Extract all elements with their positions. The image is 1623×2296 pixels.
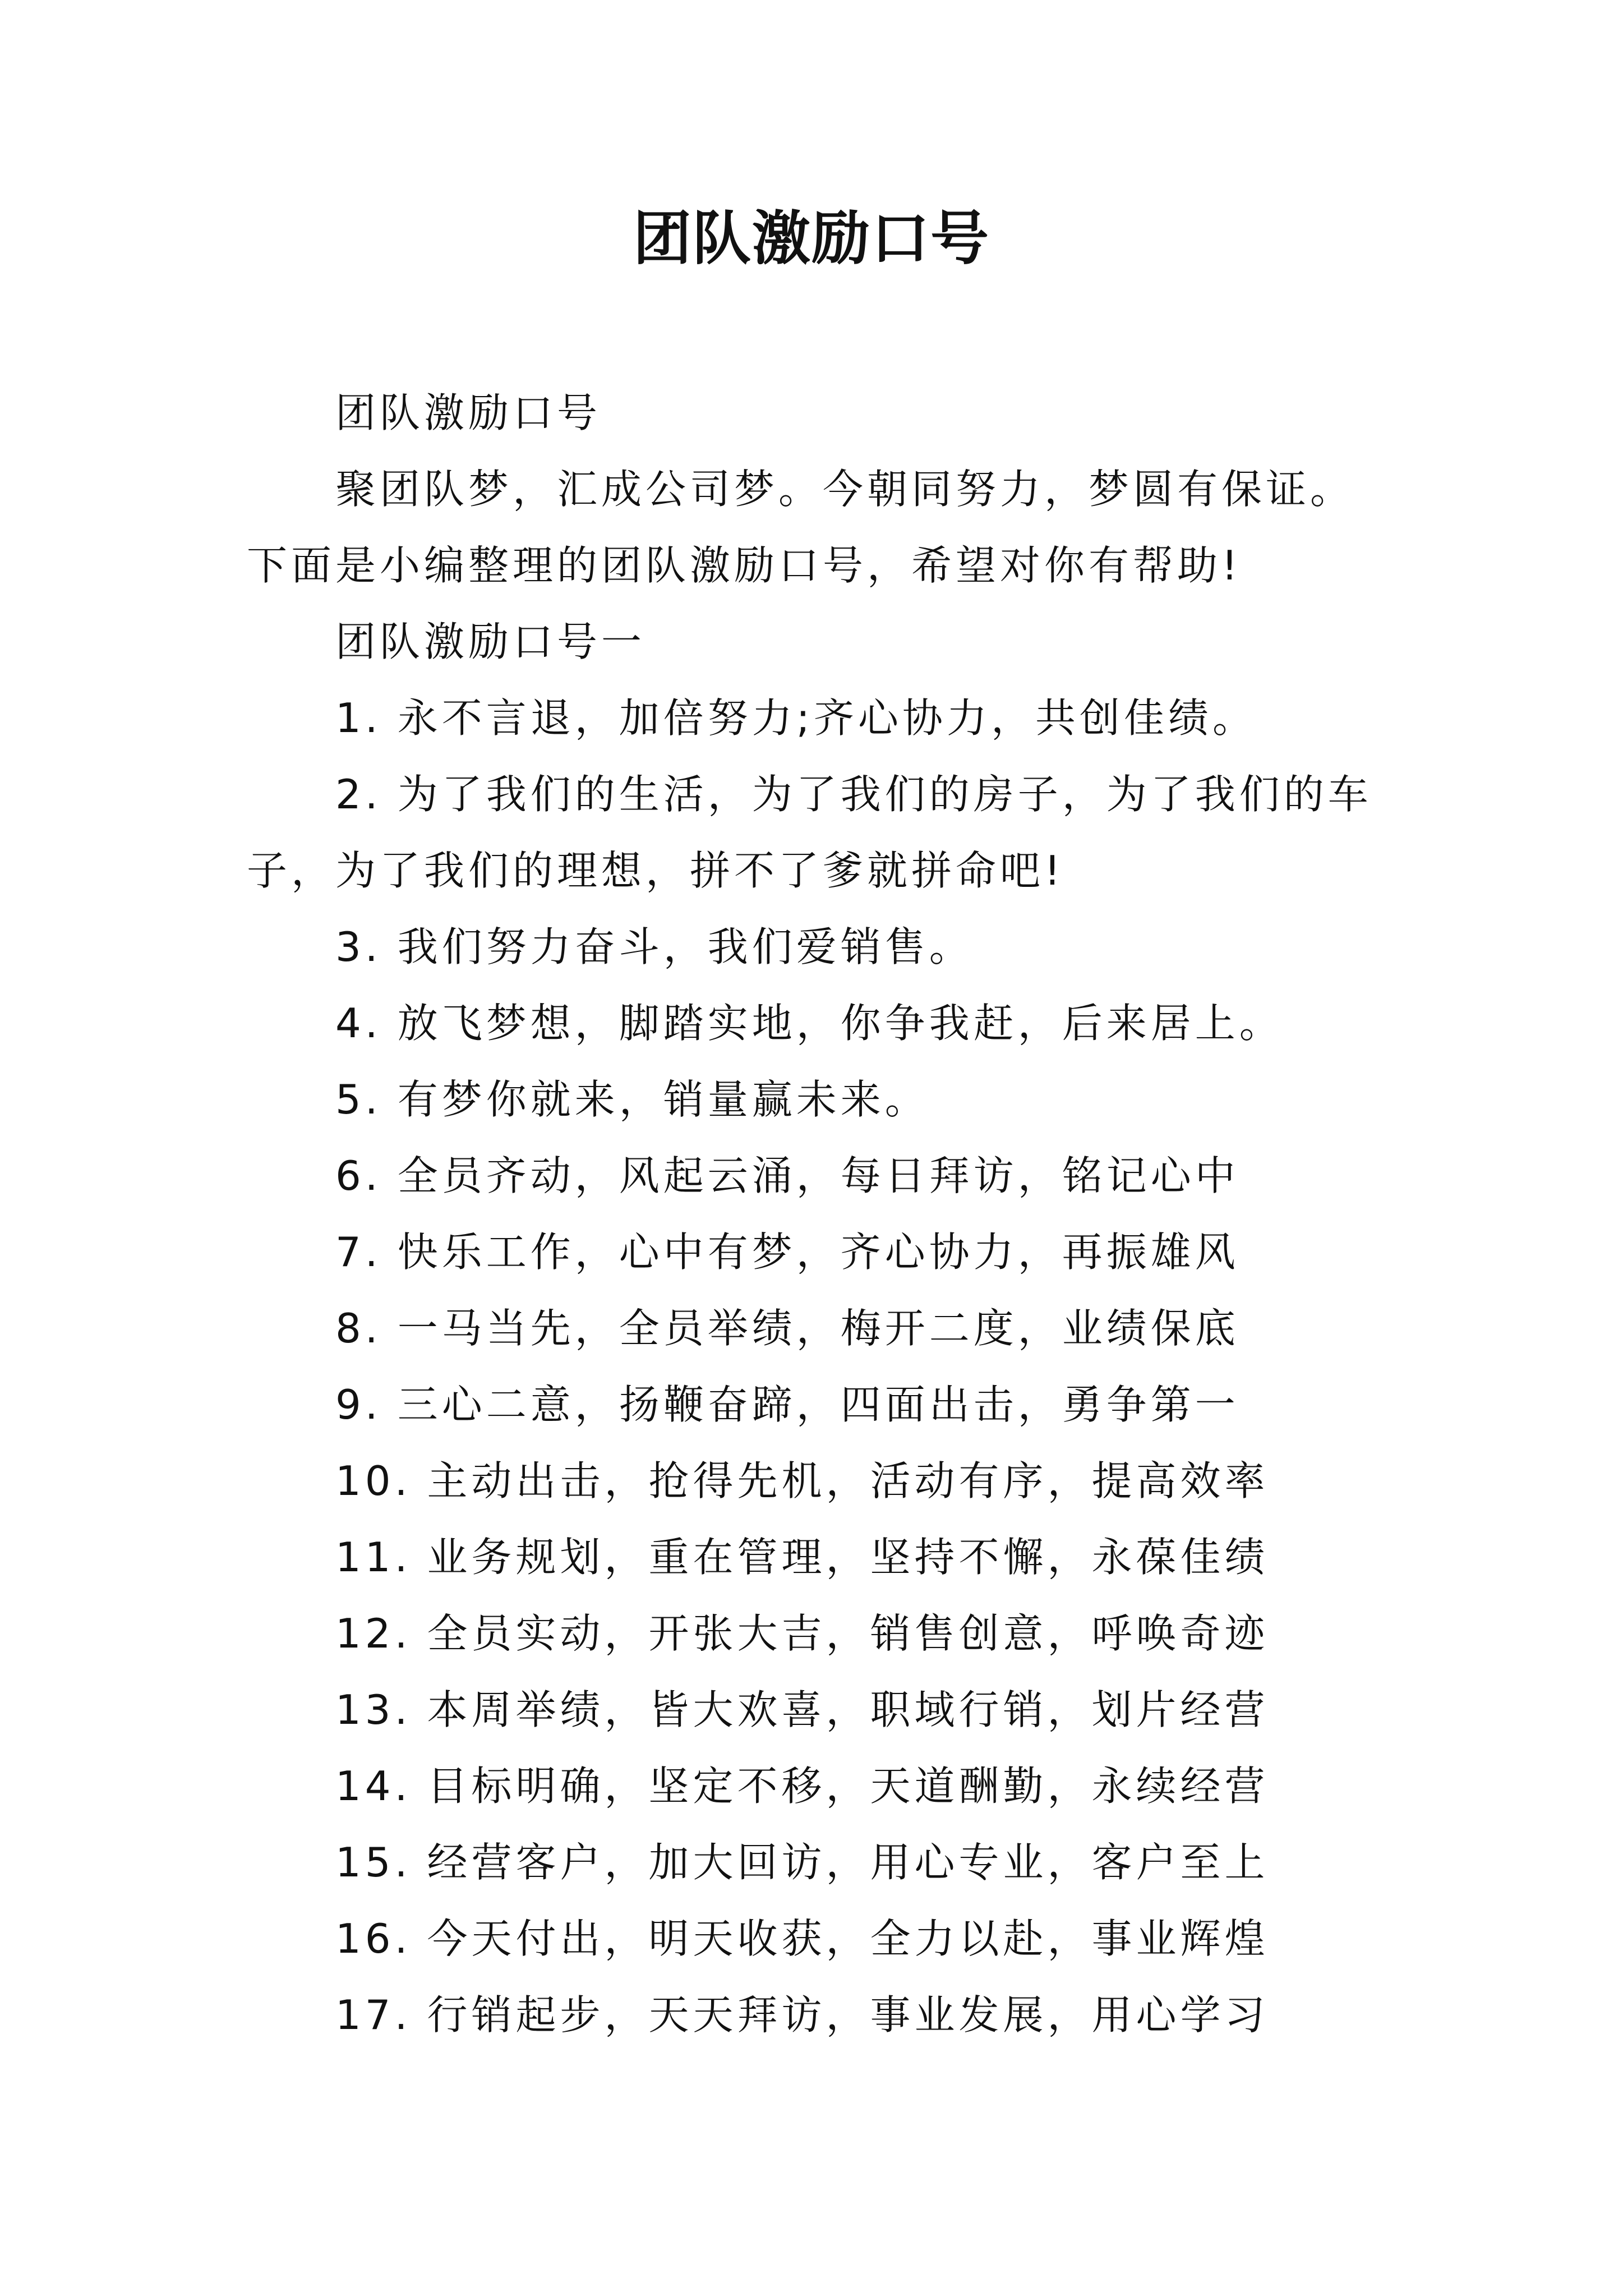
list-item: 11. 业务规划，重在管理，坚持不懈，永葆佳绩 xyxy=(335,1534,1269,1581)
list-item: 1. 永不言退，加倍努力;齐心协力，共创佳绩。 xyxy=(335,694,1257,742)
list-item: 4. 放飞梦想，脚踏实地，你争我赶，后来居上。 xyxy=(335,1000,1284,1047)
list-item: 13. 本周举绩，皆大欢喜，职域行销，划片经营 xyxy=(335,1686,1269,1733)
list-item: 3. 我们努力奋斗，我们爱销售。 xyxy=(335,923,974,970)
document-body xyxy=(247,375,1396,2053)
list-item: 16. 今天付出，明天收获，全力以赴，事业辉煌 xyxy=(335,1915,1269,1962)
list-item: 15. 经营客户，加大回访，用心专业，客户至上 xyxy=(335,1839,1269,1886)
list-item: 9. 三心二意，扬鞭奋蹄，四面出击，勇争第一 xyxy=(335,1381,1239,1428)
subtitle: 团队激励口号 xyxy=(335,389,602,436)
list-item: 17. 行销起步，天天拜访，事业发展，用心学习 xyxy=(335,1991,1269,2039)
list-item: 6. 全员齐动，风起云涌，每日拜访，铭记心中 xyxy=(335,1152,1239,1199)
document-title: 团队激励口号 xyxy=(633,204,990,273)
intro-paragraph: 聚团队梦，汇成公司梦。今朝同努力，梦圆有保证。下面是小编整理的团队激励口号，希望对你有帮助! xyxy=(247,466,1355,589)
list-item: 2. 为了我们的生活，为了我们的房子，为了我们的车子，为了我们的理想，拼不了爹就拼命吧! xyxy=(247,771,1372,894)
list-item: 7. 快乐工作，心中有梦，齐心协力，再振雄风 xyxy=(335,1228,1239,1276)
list-item: 14. 目标明确，坚定不移，天道酬勤，永续经营 xyxy=(335,1763,1269,1810)
list-item: 10. 主动出击，抢得先机，活动有序，提高效率 xyxy=(335,1457,1269,1504)
slogan-list xyxy=(247,680,1396,2053)
section-heading: 团队激励口号一 xyxy=(335,618,646,665)
list-item: 8. 一马当先，全员举绩，梅开二度，业绩保底 xyxy=(335,1305,1239,1352)
list-item: 5. 有梦你就来，销量赢未来。 xyxy=(335,1076,929,1123)
list-item: 12. 全员实动，开张大吉，销售创意，呼唤奇迹 xyxy=(335,1610,1269,1657)
